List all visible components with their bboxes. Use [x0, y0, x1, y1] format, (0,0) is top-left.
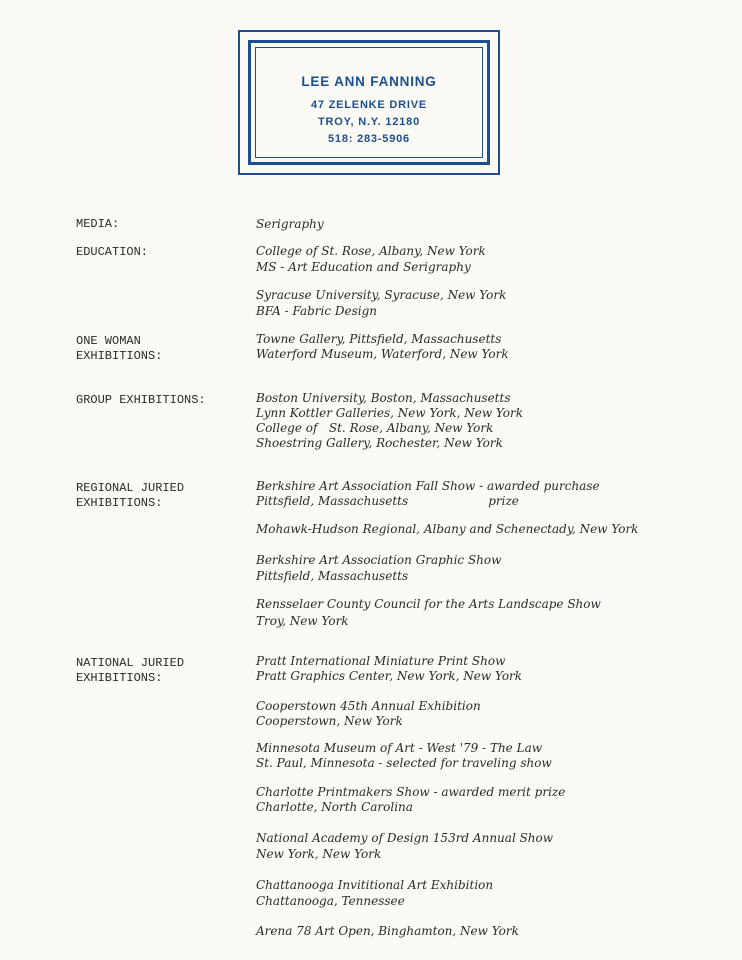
media-entry: Serigraphy — [256, 217, 324, 231]
letterhead-address: 47 ZELENKE DRIVE — [310, 99, 428, 111]
one-woman-label: ONE WOMAN — [76, 334, 141, 348]
national-entry: New York, New York — [256, 847, 382, 861]
group-entry: Boston University, Boston, Massachusetts — [256, 391, 511, 405]
national-entry: Cooperstown, New York — [256, 714, 403, 728]
national-entry: Pratt Graphics Center, New York, New York — [256, 669, 523, 683]
one-woman-label-2: EXHIBITIONS: — [76, 349, 163, 363]
regional-entry: Pittsfield, Massachusetts prize — [256, 494, 519, 508]
education-entry: MS - Art Education and Serigraphy — [256, 260, 471, 274]
group-exhibitions-label: GROUP EXHIBITIONS: — [76, 393, 206, 407]
letterhead-name: LEE ANN FANNING — [301, 74, 437, 89]
one-woman-entry: Towne Gallery, Pittsfield, Massachusetts — [256, 332, 502, 346]
education-label: EDUCATION: — [76, 245, 149, 259]
regional-label: REGIONAL JURIED — [76, 481, 185, 495]
letterhead-city: TROY, N.Y. 12180 — [317, 116, 421, 128]
national-entry: Charlotte, North Carolina — [256, 800, 413, 814]
regional-entry: Berkshire Art Association Fall Show - awarded purchase — [256, 479, 600, 493]
education-entry: College of St. Rose, Albany, New York — [256, 244, 486, 258]
media-label: MEDIA: — [76, 217, 120, 231]
group-entry: Lynn Kottler Galleries, New York, New York — [256, 406, 524, 420]
group-entry: Shoestring Gallery, Rochester, New York — [256, 436, 503, 450]
national-entry: Chattanooga Invititional Art Exhibition — [256, 878, 494, 892]
regional-entry: Pittsfield, Massachusetts — [256, 569, 409, 583]
national-entry: Pratt International Miniature Print Show — [256, 654, 506, 668]
regional-entry: Troy, New York — [256, 614, 349, 628]
letterhead-phone: 518: 283-5906 — [328, 133, 410, 145]
group-entry: College of St. Rose, Albany, New York — [256, 421, 494, 435]
letterhead — [238, 30, 500, 175]
education-entry: Syracuse University, Syracuse, New York — [256, 288, 507, 302]
regional-entry: Mohawk-Hudson Regional, Albany and Schenectady, New York — [256, 522, 639, 536]
national-entry: National Academy of Design 153rd Annual Show — [256, 831, 554, 845]
national-label: NATIONAL JURIED — [76, 656, 185, 670]
national-entry: Chattanooga, Tennessee — [256, 894, 405, 908]
national-entry: St. Paul, Minnesota - selected for traveling show — [256, 756, 552, 770]
national-entry: Arena 78 Art Open, Binghamton, New York — [256, 924, 519, 938]
regional-entry: Berkshire Art Association Graphic Show — [256, 553, 502, 567]
national-entry: Cooperstown 45th Annual Exhibition — [256, 699, 481, 713]
one-woman-entry: Waterford Museum, Waterford, New York — [256, 347, 509, 361]
education-entry: BFA - Fabric Design — [256, 304, 378, 318]
national-entry: Charlotte Printmakers Show - awarded merit prize — [256, 785, 566, 799]
national-entry: Minnesota Museum of Art - West '79 - The Law — [256, 741, 542, 755]
regional-label-2: EXHIBITIONS: — [76, 496, 163, 510]
regional-entry: Rensselaer County Council for the Arts Landscape Show — [256, 597, 601, 611]
national-label-2: EXHIBITIONS: — [76, 671, 163, 685]
